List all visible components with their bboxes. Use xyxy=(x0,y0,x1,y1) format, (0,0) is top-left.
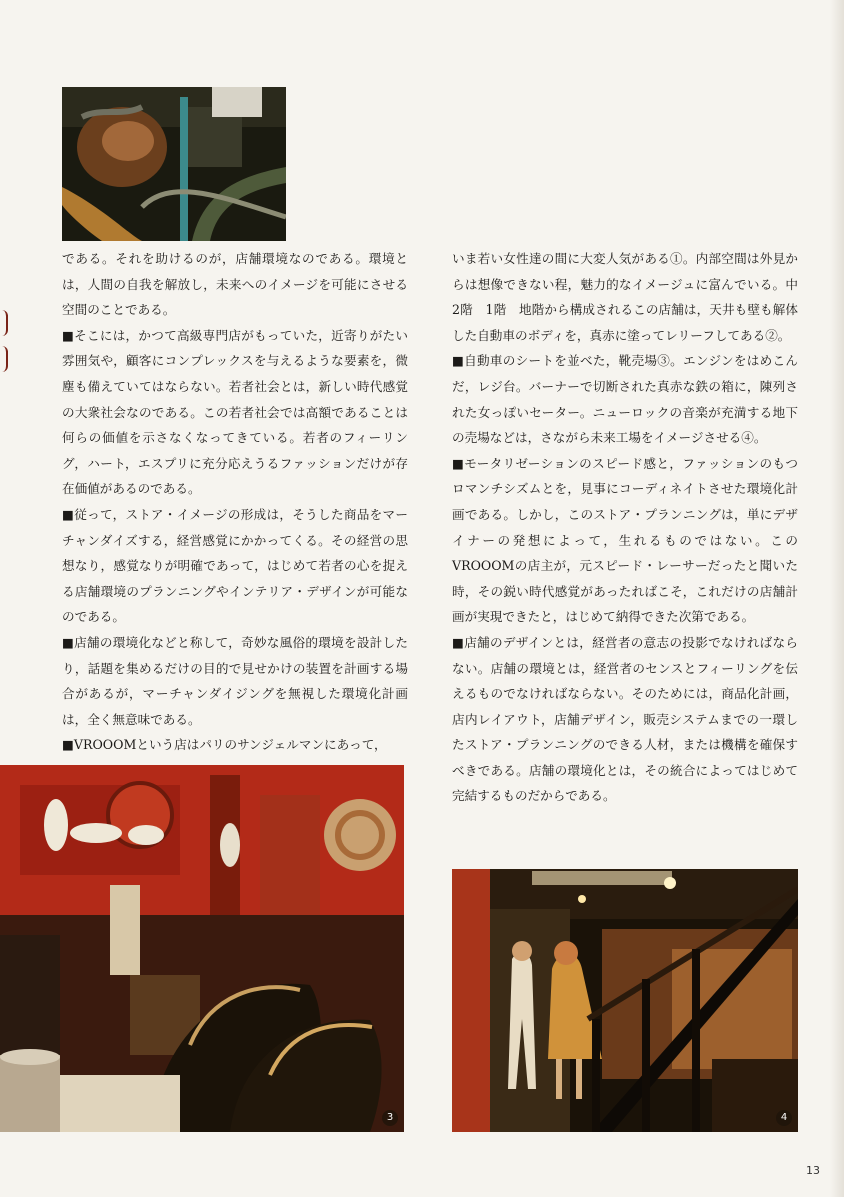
left-paragraph-1: である。それを助けるのが，店舗環境なのである。環境とは，人間の自我を解放し，未来へのイメージを可能にさせる空間のことである。 xyxy=(62,251,408,318)
binding-mark-bottom xyxy=(0,346,8,372)
left-paragraph-4: ■店舗の環境化などと称して，奇妙な風俗的環境を設計したり，話題を集めるだけの目的で見せかけの装置を計画する場合があるが，マーチャンダイジングを無視した環境化計画は，全く無意味である。 xyxy=(62,634,408,727)
page-edge xyxy=(830,0,844,1197)
page-number: 13 xyxy=(806,1164,820,1177)
left-paragraph-3: ■従って，ストア・イメージの形成は，そうした商品をマーチャンダイズする，経営感覚にかかってくる。その経営の思想なり，感覚なりが明確であって，はじめて若者の心を捉える店舗環境のプランニングやインテリア・デザインが可能なのである。 xyxy=(62,506,408,625)
photo-basement-floor xyxy=(452,869,798,1132)
photo-4-number: 4 xyxy=(776,1110,792,1126)
right-paragraph-4: ■店舗のデザインとは，経営者の意志の投影でなければならない。店舗の環境とは，経営者のセンスとフィーリングを伝えるものでなければならない。そのためには，商品化計画，店内レイアウト，店舗デザイン，販売システムまでの一環したストア・プランニングのできる人材，または機構を確保すべきである。店舗の環境化とは，その統合によってはじめて完結するものだからである。 xyxy=(452,634,798,804)
photo-3-number: 3 xyxy=(382,1110,398,1126)
photo-engine-detail xyxy=(62,87,286,241)
right-paragraph-1: いま若い女性達の間に大変人気がある①。内部空間は外見からは想像できない程，魅力的なイメージュに富んでいる。中2階 1階 地階から構成されるこの店舗は，天井も壁も解体した自動車のボディを，真赤に塗ってレリーフしてある②。 xyxy=(452,251,798,343)
binding-mark-top xyxy=(0,310,8,336)
left-text-column xyxy=(62,246,408,758)
right-paragraph-3: ■モータリゼーションのスピード感と，ファッションのもつロマンチシズムとを，見事にコーディネイトさせた環境化計画である。しかし，このストア・プランニングは，単にデザイナーの発想によって，生れるものではない。このVROOOMの店主が，元スピード・レーサーだったと聞いた時，その鋭い時代感覚があったればこそ，これだけの店舗計画が実現できたと，はじめて納得できた次第である。 xyxy=(452,455,798,625)
left-paragraph-5: ■VROOOMという店はパリのサンジェルマンにあって， xyxy=(62,737,387,753)
right-paragraph-2: ■自動車のシートを並べた，靴売場③。エンジンをはめこんだ，レジ台。バーナーで切断された真赤な鉄の箱に，陳列された女っぽいセーター。ニューロックの音楽が充満する地下の売場などは，さながら未来工場をイメージさせる④。 xyxy=(452,353,798,446)
left-paragraph-2: ■そこには，かつて高級専門店がもっていた，近寄りがたい雰囲気や，顧客にコンプレックスを与えるような要素を，微塵も備えていてはならない。若者社会とは，新しい時代感覚の大衆社会なのである。この若者社会では高額であることは何らの価値を示さなくなってきている。若者のフィーリング，ハート，エスプリに充分応えうるファッションだけが存在価値があるのである。 xyxy=(62,327,408,497)
photo-shoe-floor xyxy=(0,765,404,1132)
right-text-column xyxy=(452,246,798,809)
